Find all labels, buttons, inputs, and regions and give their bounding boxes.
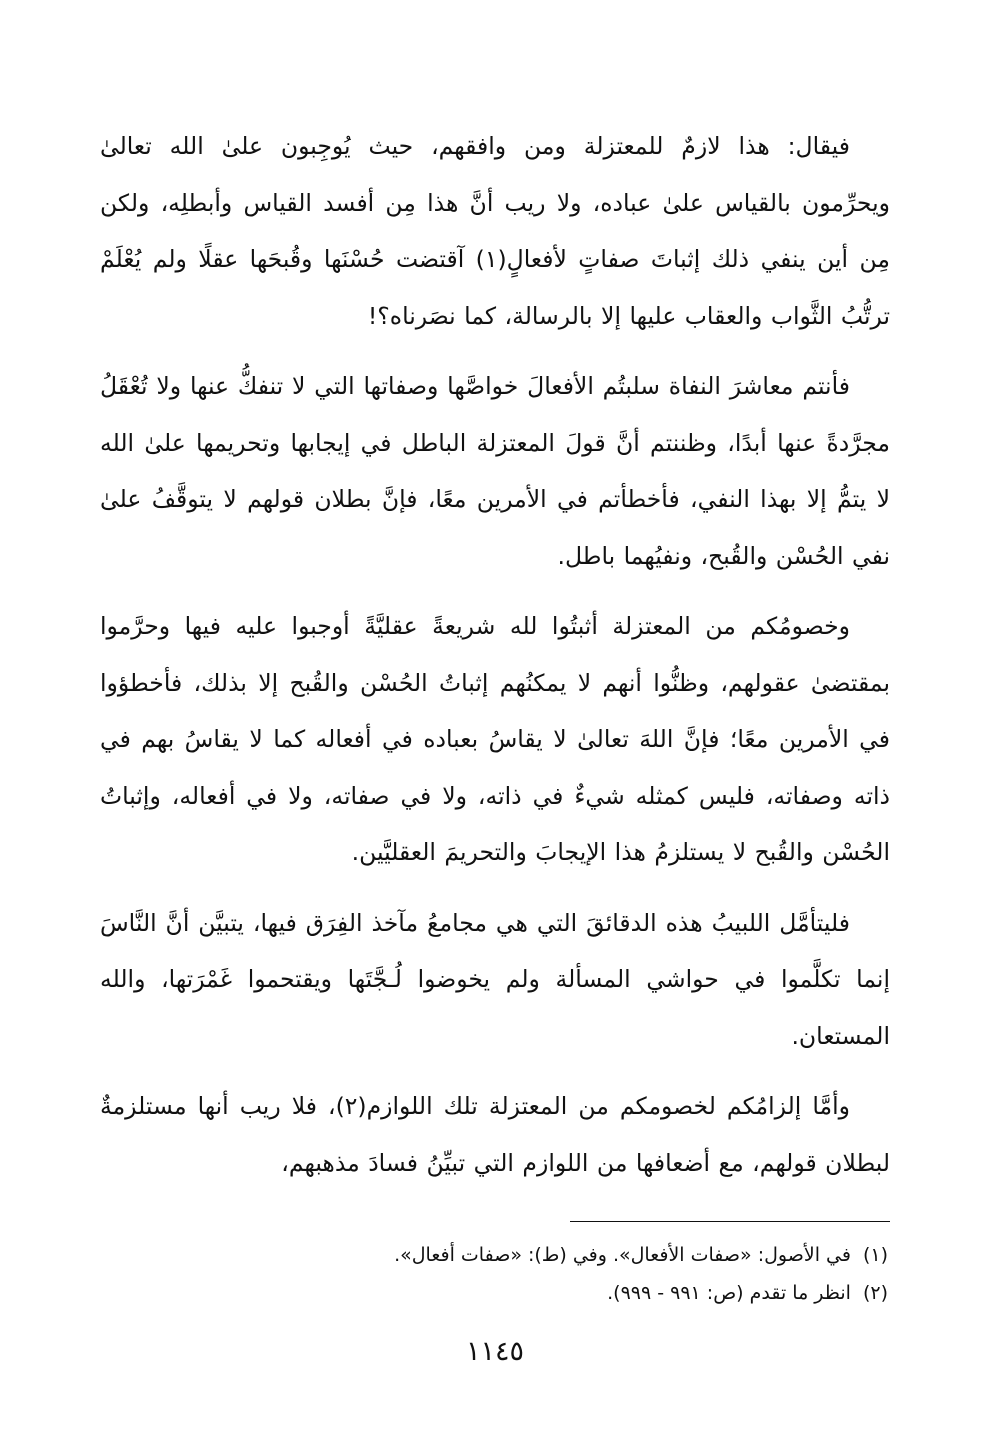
main-text — [100, 118, 890, 1191]
footnote-1 — [100, 1236, 888, 1274]
paragraph-1: فيقال: هذا لازمٌ للمعتزلة ومن وافقهم، حيث يُوجِبون علىٰ الله تعالىٰ ويحرِّمون بالقياس علىٰ عباده، ولا ريب أنَّ هذا مِن أفسد القياس وأبطلِه، ولكن مِن أين ينفي ذلك إثباتَ صفاتٍ لأفعالٍ(١) آقتضت حُسْنَها وقُبحَها عقلًا ولم يُعْلَمْ ترتُّبُ الثَّواب والعقاب عليها إلا بالرسالة، كما نصَرناه؟! — [100, 132, 890, 330]
paragraph-5: وأمَّا إلزامُكم لخصومكم من المعتزلة تلك اللوازم(٢)، فلا ريب أنها مستلزمةٌ لبطلان قولهم، مع أضعافها من اللوازم التي تبيِّنُ فسادَ مذهبهم، — [100, 1092, 890, 1177]
footnote-separator — [570, 1221, 890, 1222]
page-number: ١١٤٥ — [465, 1336, 524, 1367]
paragraph-4: فليتأمَّل اللبيبُ هذه الدقائقَ التي هي مجامعُ مآخذ الفِرَق فيها، يتبيَّن أنَّ النَّاسَ إنما تكلَّموا في حواشي المسألة ولم يخوضوا لُـجَّتَها ويقتحموا غَمْرَتها، والله المستعان. — [100, 908, 890, 1050]
book-page — [100, 118, 890, 1408]
footnote-1-text: في الأصول: «صفات الأفعال». وفي (ط): «صفات أفعال». — [394, 1244, 851, 1266]
footnote-2-text: انظر ما تقدم (ص: ٩٩١ - ٩٩٩). — [607, 1282, 851, 1304]
footnotes — [100, 1236, 890, 1312]
paragraph-2: فأنتم معاشرَ النفاة سلبتُم الأفعالَ خواصَّها وصفاتها التي لا تنفكُّ عنها ولا تُعْقَلُ مجرَّدةً عنها أبدًا، وظننتم أنَّ قولَ المعتزلة الباطل في إيجابها وتحريمها علىٰ الله لا يتمُّ إلا بهذا النفي، فأخطأتم في الأمرين معًا، فإنَّ بطلان قولهم لا يتوقَّفُ علىٰ نفي الحُسْن والقُبح، ونفيُهما باطل. — [100, 372, 890, 570]
footnote-separator-wrap — [100, 1205, 890, 1222]
footnote-2-number: (٢) — [862, 1282, 888, 1304]
footnote-2 — [100, 1274, 888, 1312]
paragraph-3: وخصومُكم من المعتزلة أثبتُوا لله شريعةً عقليَّةً أوجبوا عليه فيها وحرَّموا بمقتضىٰ عقولهم، وظنُّوا أنهم لا يمكنُهم إثباتُ الحُسْن والقُبح إلا بذلك، فأخطؤوا في الأمرين معًا؛ فإنَّ اللهَ تعالىٰ لا يقاسُ بعباده في أفعاله كما لا يقاسُ بهم في ذاته وصفاته، فليس كمثله شيءٌ في ذاته، ولا في صفاته، ولا في أفعاله، وإثباتُ الحُسْن والقُبح لا يستلزمُ هذا الإيجابَ والتحريمَ العقليَّين. — [100, 612, 890, 866]
footnote-1-number: (١) — [862, 1244, 888, 1266]
